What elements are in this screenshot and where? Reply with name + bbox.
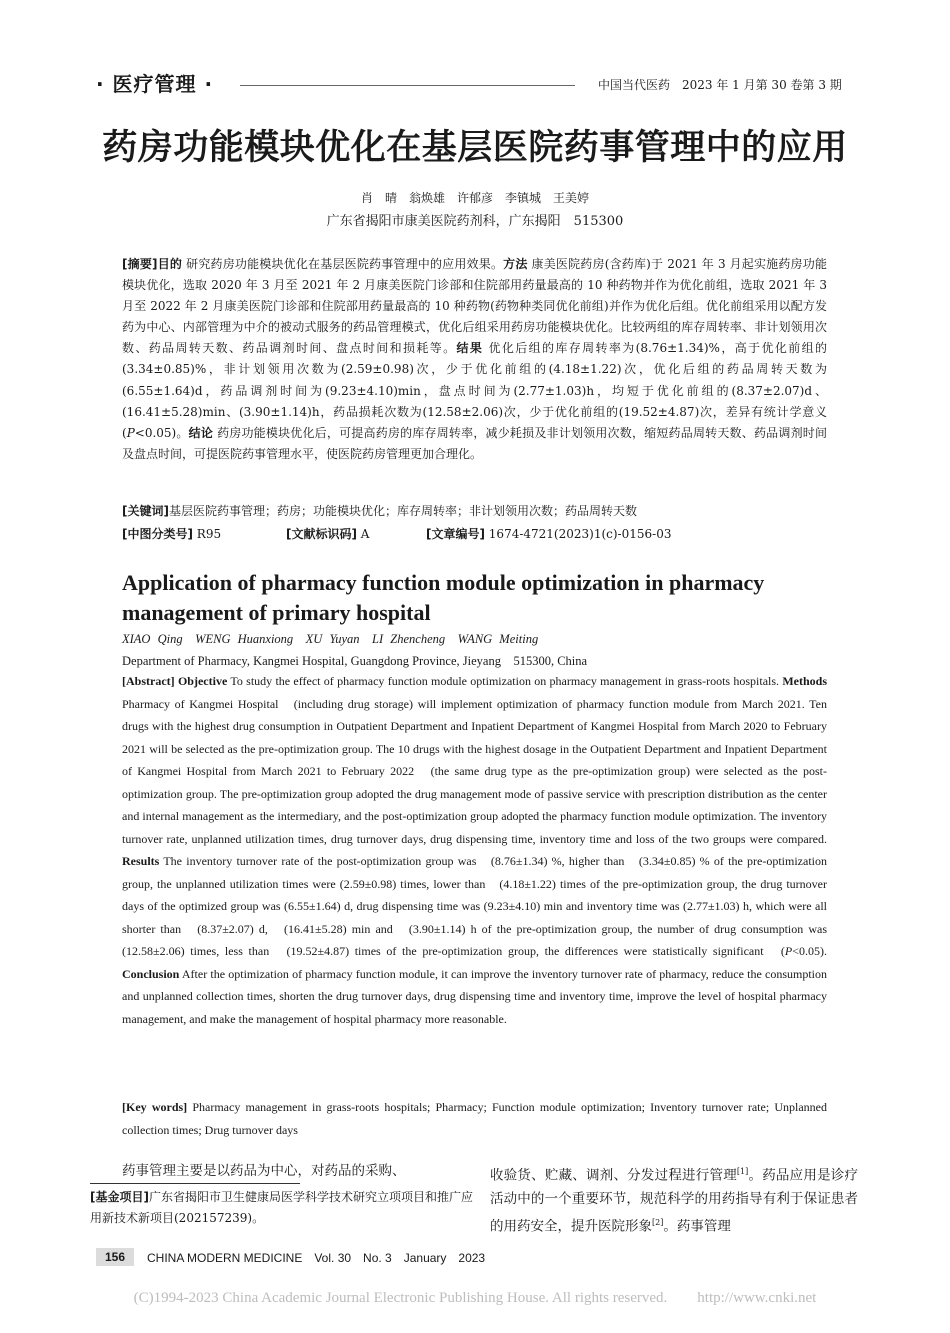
abstract-zh-label: [摘要]	[122, 257, 158, 271]
journal-info: 中国当代医药 2023 年 1 月第 30 卷第 3 期	[598, 78, 842, 92]
copyright-watermark: (C)1994-2023 China Academic Journal Electronic Publishing House. All rights reserved. http://www.cnki.net	[133, 1290, 817, 1306]
methods-text: 康美医院药房(含药库)于 2021 年 3 月起实施药房功能模块优化，选取 2020 年 3 月至 2021 年 2 月康美医院门诊部和住院部用药量最高的 10 种药物并作为优化前组，选取 2021 年 3 月至 2022 年 2 月康美医院门诊部和住院部用药量最高的 10 种药物(药物种类同优化前组)并作为优化后组。优化前组采用以配方发药为中心、内部管理为中介的被动式服务的药品管理模式，优化后组采用药房功能模块优化。比较两组的库存周转率、非计划领用次数、药品周转天数、药品调剂时间、盘点时间和损耗等。	[122, 257, 827, 356]
footnote-rule	[90, 1183, 300, 1184]
clc-value: R95	[192, 527, 222, 541]
methods-en-label: Methods	[782, 674, 828, 688]
english-authors: XIAO Qing WENG Huanxiong XU Yuyan LI Zhencheng WANG Meiting	[122, 632, 539, 646]
conclusion-en-text: After the optimization of pharmacy function module, it can improve the inventory turnover rate of pharmacy, reduce the consumption and unplanned collection times, shorten the drug turnover days, drug dispensing time and inventory time, improve the level of hospital pharmacy management, and make the management of hospital pharmacy more reasonable.	[122, 966, 827, 1026]
funding-label: [基金项目]	[90, 1190, 149, 1204]
footer-journal-line: CHINA MODERN MEDICINE Vol. 30 No. 3 January 2023	[147, 1251, 486, 1265]
article-value: 1674-4721(2023)1(c)-0156-03	[484, 527, 672, 541]
header-rule	[240, 85, 575, 86]
clc	[122, 527, 221, 541]
body-col2-a: 收验货、贮藏、调剂、分发过程进行管理	[490, 1167, 737, 1184]
doc-value: A	[356, 527, 370, 541]
body-col2-c: 。药事管理	[663, 1218, 731, 1234]
body-column-2	[490, 1160, 858, 1238]
page-number: 156	[96, 1248, 134, 1266]
abstract-en-label: [Abstract]	[122, 674, 175, 688]
funding-text: 广东省揭阳市卫生健康局医学科学技术研究立项项目和推广应用新技术新项目(202157239)。	[90, 1190, 473, 1225]
abstract-zh	[122, 254, 827, 465]
clc-label: [中图分类号]	[122, 527, 193, 541]
ref-1: [1]	[736, 1167, 749, 1176]
funding-footnote	[90, 1187, 475, 1229]
section-label: · 医疗管理 ·	[96, 72, 214, 96]
objective-text: 研究药房功能模块优化在基层医院药事管理中的应用效果。	[182, 257, 504, 271]
p-symbol: P	[126, 425, 135, 440]
paper-title: 药房功能模块优化在基层医院药事管理中的应用	[102, 128, 848, 168]
conclusion-label: 结论	[188, 425, 214, 440]
article-number	[426, 525, 671, 542]
keywords-en-label: [Key words]	[122, 1100, 188, 1114]
keywords-en	[122, 1096, 827, 1141]
body-col2-b: 。药品应用是诊疗活动中的一个重要环节，规范科学的用药指导有利于保证患者的用药安全，提升医院形象	[490, 1167, 859, 1234]
results-p: <0.05)。	[134, 425, 189, 440]
results-en-text: The inventory turnover rate of the post-optimization group was (8.76±1.34) %, higher than (3.34±0.85) % of the pre-optimization group, the unplanned utilization times were (2.59±0.98) times, lower than (4.18±1.22) times of the pre-optimization group, the drug turnover days of the optimized group was (6.55±1.64) d, drug dispensing time was (9.23±4.10) min and inventory time was (2.77±1.03) h, which were all shorter than (8.37±2.07) d, (16.41±5.28) min and (3.90±1.14) h of the pre-optimization group, the number of drug consumption was (12.58±2.06) times, less than (19.52±4.87) times of the pre-optimization group, the differences were statistically significant (	[122, 854, 840, 958]
article-label: [文章编号]	[426, 527, 485, 541]
authors: 肖 晴 翁焕雄 许郁彦 李镇城 王美婷	[360, 191, 589, 205]
conclusion-text: 药房功能模块优化后，可提高药房的库存周转率，减少耗损及非计划领用次数，缩短药品周转天数、药品调剂时间及盘点时间，可提医院药事管理水平，使医院药房管理更加合理化。	[122, 425, 827, 461]
p-symbol-en: P	[784, 944, 793, 958]
objective-en-label: Objective	[177, 674, 228, 688]
english-affiliation: Department of Pharmacy, Kangmei Hospital, Guangdong Province, Jieyang 515300, China	[122, 654, 588, 668]
keywords-zh	[122, 502, 637, 519]
results-label: 结果	[456, 341, 484, 356]
results-en-label: Results	[122, 854, 160, 868]
abstract-en	[122, 670, 840, 1030]
objective-en-text: To study the effect of pharmacy function module optimization on pharmacy management in grass-roots hospitals.	[227, 674, 780, 688]
objective-label: 目的	[157, 257, 183, 271]
affiliation: 广东省揭阳市康美医院药剂科，广东揭阳 515300	[326, 214, 624, 229]
results-text: 优化后组的库存周转率为(8.76±1.34)%，高于优化前组的(3.34±0.85)%，非计划领用次数为(2.59±0.98)次，少于优化前组的(4.18±1.22)次，优化后组的药品周转天数为(6.55±1.64)d，药品调剂时间为(9.23±4.10)min，盘点时间为(2.77±1.03)h，均短于优化前组的(8.37±2.07)d、(16.41±5.28)min、(3.90±1.14)h，药品损耗次数为(12.58±2.06)次，少于优化前组的(19.52±4.87)次，差异有统计学意义(	[122, 341, 827, 440]
keywords-zh-text: 基层医院药事管理；药房；功能模块优化；库存周转率；非计划领用次数；药品周转天数	[168, 504, 637, 518]
doc-label: [文献标识码]	[286, 527, 357, 541]
keywords-zh-label: [关键词]	[122, 504, 169, 518]
results-en-p: <0.05).	[792, 944, 827, 958]
keywords-en-text: Pharmacy management in grass-roots hospitals; Pharmacy; Function module optimization; Inventory turnover rate; Unplanned collection times; Drug turnover days	[122, 1100, 827, 1137]
conclusion-en-label: Conclusion	[122, 966, 180, 981]
methods-en-text: Pharmacy of Kangmei Hospital (including drug storage) will implement optimization of pharmacy function module from March 2021. Ten drugs with the highest drug consumption in Outpatient Department and Inpatient Department of Kangmei Hospital from March 2020 to February 2021 will be selected as the pre-optimization group. The 10 drugs with the highest dosage in the Outpatient Department and Inpatient Department of Kangmei Hospital from March 2021 to February 2022 (the same drug type as the pre-optimization group) were selected as the post-optimization group. The pre-optimization group adopted the drug management mode of passive service with prescription distribution as the center and internal management as the intermediary, and the post-optimization group adopted the pharmacy function module optimization. The inventory turnover rate, unplanned utilization times, drug turnover days, drug dispensing time, inventory time and loss of the two groups were compared.	[122, 696, 827, 846]
ref-2: [2]	[652, 1217, 664, 1227]
classification-line	[122, 525, 221, 542]
doc-code	[286, 525, 369, 542]
methods-label: 方法	[503, 257, 528, 271]
english-title: Application of pharmacy function module optimization in pharmacy management of primary hospital	[122, 570, 765, 625]
body-column-1: 药事管理主要是以药品为中心，对药品的采购、	[122, 1163, 406, 1179]
